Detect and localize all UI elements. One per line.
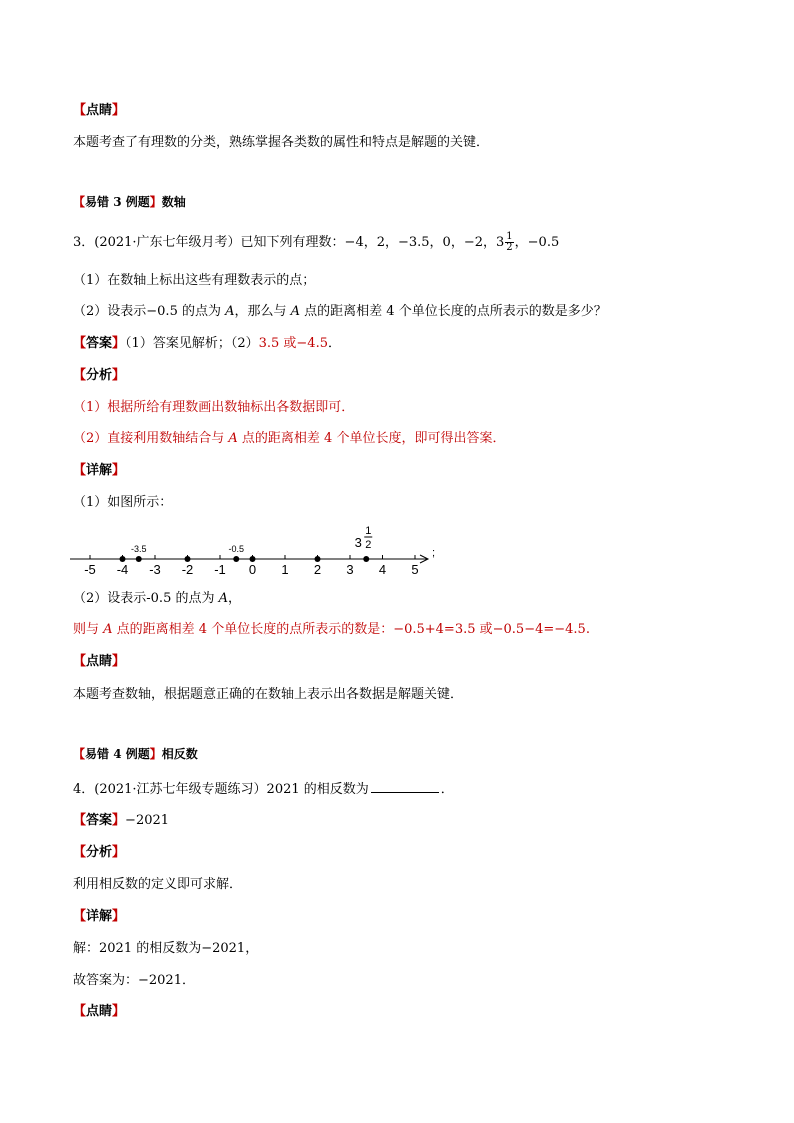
- fenxi-3-line-2: （2）直接利用数轴结合与 A 点的距离相差 4 个单位长度，即可得出答案．: [73, 431, 506, 446]
- dianjing-label-3: 【点睛】: [73, 1004, 126, 1019]
- fraction-half: $\frac{1}{2}$: [506, 231, 513, 253]
- xiangjie-4-line-1: 解：2021 的相反数为−2021，: [73, 941, 259, 956]
- question-3-part-1: （1）在数轴上标出这些有理数表示的点；: [73, 273, 316, 288]
- fenxi-label-4: 【分析】: [73, 845, 126, 860]
- tick-label: -4: [116, 562, 129, 577]
- xiangjie-label-3: 【详解】: [73, 463, 126, 478]
- point-label-frac-den: 2: [365, 539, 372, 551]
- number-line-figure: [70, 524, 450, 580]
- xiangjie-label-4: 【详解】: [73, 909, 126, 924]
- xiangjie-3-line-1: （1）如图所示：: [73, 495, 173, 510]
- number-line-point: [250, 556, 256, 562]
- number-line-point: [120, 556, 126, 562]
- question-3: 3．(2021·广东七年级月考）已知下列有理数：−4，2，−3.5，0，−2，3 $\frac{1}{2}$ ，−0.5: [73, 231, 560, 253]
- answer-blank: [371, 780, 439, 793]
- tick-label: -2: [181, 562, 194, 577]
- tick-label: 2: [313, 562, 322, 577]
- number-line-point: [233, 556, 239, 562]
- tick-label: 1: [281, 562, 289, 577]
- number-line-point: [363, 556, 369, 562]
- dianjing-label-1: 【点睛】: [73, 103, 126, 118]
- answer-3: 【答案】（1）答案见解析；（2）3.5 或−4.5．: [73, 336, 341, 351]
- tick-label: -5: [84, 562, 96, 577]
- fenxi-label-3: 【分析】: [73, 368, 126, 383]
- point-label: 3: [354, 535, 362, 550]
- dianjing-text-2: 本题考查数轴，根据题意正确的在数轴上表示出各数据是解题关键．: [73, 687, 464, 702]
- point-label: -0.5: [228, 544, 245, 554]
- fenxi-4-text: 利用相反数的定义即可求解．: [73, 877, 243, 892]
- section-header-4: 【易错 4 例题】相反数: [73, 747, 198, 761]
- dianjing-label-2: 【点睛】: [73, 654, 126, 669]
- xiangjie-3-line-3: 则与 A 点的距离相差 4 个单位长度的点所表示的数是：−0.5+4=3.5 或−0.5−4=−4.5.: [73, 622, 590, 637]
- point-label: -3.5: [130, 544, 147, 554]
- number-line-point: [136, 556, 142, 562]
- tick-label: 0: [248, 562, 257, 577]
- tick-label: -3: [149, 562, 161, 577]
- question-3-part-2: （2）设表示−0.5 的点为 A，那么与 A 点的距离相差 4 个单位长度的点所表示的数是多少？: [73, 304, 607, 319]
- tick-label: 3: [346, 562, 354, 577]
- point-label-frac-num: 1: [365, 525, 372, 537]
- question-4: 4．(2021·江苏七年级专题练习）2021 的相反数为 ．: [73, 782, 454, 797]
- section-header-3: 【易错 3 例题】数轴: [73, 195, 186, 209]
- tick-label: 4: [378, 562, 387, 577]
- xiangjie-4-line-2: 故答案为：−2021．: [73, 973, 195, 988]
- tick-label: -1: [214, 562, 226, 577]
- xiangjie-3-line-2: （2）设表示-0.5 的点为 A，: [73, 591, 242, 606]
- number-line-point: [185, 556, 191, 562]
- dianjing-text-1: 本题考查了有理数的分类，熟练掌握各类数的属性和特点是解题的关键．: [73, 135, 490, 150]
- tick-label: 5: [411, 562, 419, 577]
- number-line-point: [315, 556, 321, 562]
- fenxi-3-line-1: （1）根据所给有理数画出数轴标出各数据即可．: [73, 400, 355, 415]
- answer-4: 【答案】−2021: [73, 813, 170, 828]
- number-line-end-mark: ;: [432, 547, 436, 559]
